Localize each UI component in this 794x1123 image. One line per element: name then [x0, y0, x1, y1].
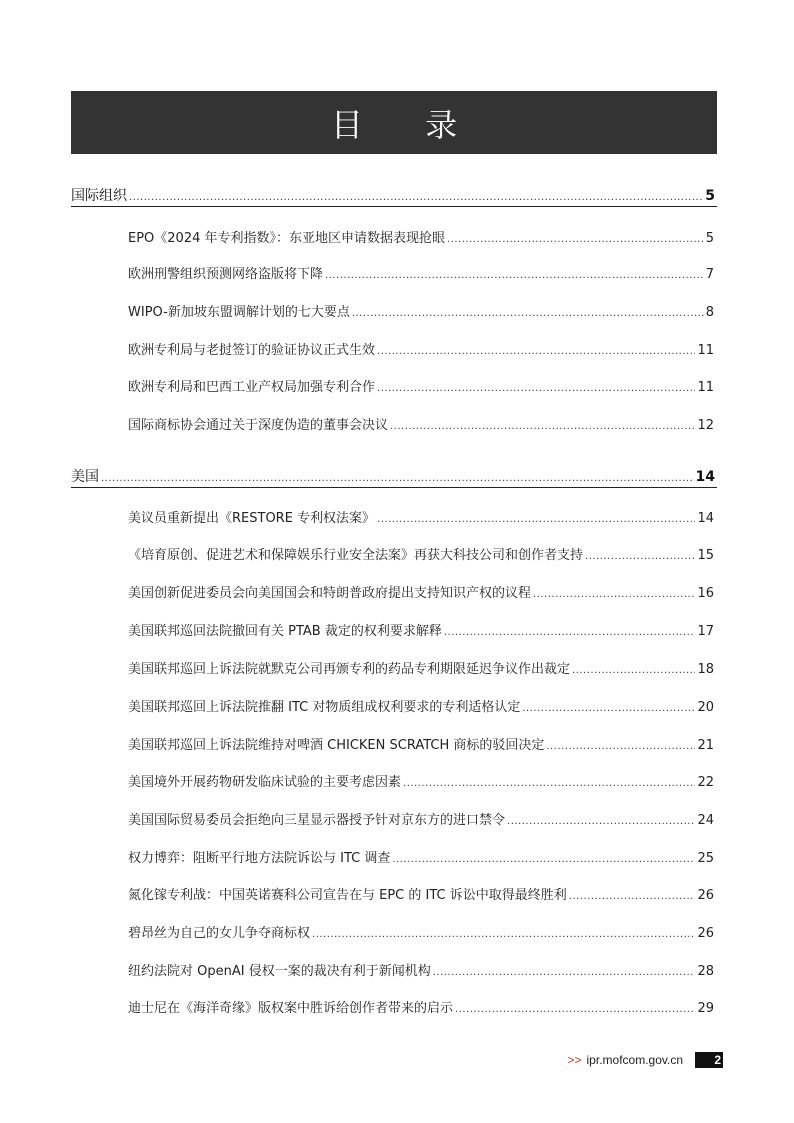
toc-entry-label: 纽约法院对 OpenAI 侵权一案的裁决有利于新闻机构 — [128, 964, 431, 979]
page-number: 2 — [695, 1052, 723, 1068]
dot-leader — [447, 234, 704, 245]
toc-entry[interactable] — [128, 339, 714, 358]
toc-entry-page: 16 — [697, 586, 714, 601]
footer-website-link[interactable]: ipr.mofcom.gov.cn — [586, 1053, 683, 1067]
page-footer — [568, 1051, 724, 1069]
toc-entry-page: 11 — [697, 343, 714, 358]
toc-entry-page: 25 — [697, 851, 714, 866]
toc-entry-label: 美国创新促进委员会向美国国会和特朗普政府提出支持知识产权的议程 — [128, 586, 532, 601]
dot-leader — [352, 308, 704, 319]
toc-entry-page: 26 — [697, 926, 714, 941]
toc-entry-page: 22 — [697, 775, 714, 790]
toc-section-label: 国际组织 — [71, 188, 127, 204]
toc-entry[interactable] — [128, 507, 714, 526]
dot-leader — [455, 1004, 695, 1015]
toc-entry[interactable] — [128, 414, 714, 433]
toc-entry[interactable] — [128, 734, 714, 753]
toc-entry[interactable] — [128, 227, 714, 246]
toc-section-label: 美国 — [71, 469, 99, 485]
toc-entry-label: 欧洲专利局与老挝签订的验证协议正式生效 — [128, 343, 376, 358]
dot-leader — [444, 627, 696, 638]
dot-leader — [572, 665, 695, 676]
toc-entry-page: 18 — [697, 662, 714, 677]
toc-entry-page: 21 — [697, 738, 714, 753]
toc-entry[interactable] — [128, 922, 714, 941]
dot-leader — [392, 854, 695, 865]
dot-leader — [101, 473, 694, 484]
dot-leader — [403, 778, 695, 789]
toc-entry-page: 28 — [697, 964, 714, 979]
dot-leader — [569, 891, 696, 902]
toc-entry[interactable] — [128, 771, 714, 790]
dot-leader — [533, 589, 695, 600]
dot-leader — [585, 551, 695, 562]
toc-entry[interactable] — [128, 809, 714, 828]
toc-entry[interactable] — [128, 960, 714, 979]
dot-leader — [377, 383, 695, 394]
toc-entry-label: 欧洲专利局和巴西工业产权局加强专利合作 — [128, 380, 376, 395]
toc-entry-label: 国际商标协会通过关于深度伪造的董事会决议 — [128, 418, 389, 433]
toc-entry-label: 美议员重新提出《RESTORE 专利权法案》 — [128, 511, 376, 526]
toc-entry-page: 14 — [697, 511, 714, 526]
toc-entry[interactable] — [128, 884, 714, 903]
toc-entry-page: 26 — [697, 888, 714, 903]
dot-leader — [522, 703, 695, 714]
toc-entry[interactable] — [128, 696, 714, 715]
toc-entry-page: 5 — [705, 231, 714, 246]
toc-entry-page: 20 — [697, 700, 714, 715]
toc-section-usa[interactable] — [71, 466, 715, 486]
toc-entry-label: 欧洲刑警组织预测网络盗版将下降 — [128, 267, 324, 282]
toc-entry-label: 美国联邦巡回上诉法院维持对啤酒 CHICKEN SCRATCH 商标的驳回决定 — [128, 738, 545, 753]
toc-entry[interactable] — [128, 376, 714, 395]
toc-entry-label: 美国国际贸易委员会拒绝向三星显示器授予针对京东方的进口禁令 — [128, 813, 506, 828]
dot-leader — [312, 929, 695, 940]
toc-entry-label: 碧昂丝为自己的女儿争夺商标权 — [128, 926, 311, 941]
toc-title-bar — [71, 91, 717, 154]
toc-entry-label: 美国联邦巡回上诉法院就默克公司再颁专利的药品专利期限延迟争议作出裁定 — [128, 662, 571, 677]
dot-leader — [507, 816, 695, 827]
toc-entry-page: 15 — [697, 548, 714, 563]
toc-entry-page: 29 — [697, 1001, 714, 1016]
toc-entry-page: 24 — [697, 813, 714, 828]
toc-entry[interactable] — [128, 997, 714, 1016]
dot-leader — [390, 421, 695, 432]
toc-entry-page: 7 — [705, 267, 714, 282]
toc-entry-page: 12 — [697, 418, 714, 433]
dot-leader — [325, 270, 704, 281]
section-divider — [71, 487, 717, 488]
toc-entry-page: 11 — [697, 380, 714, 395]
toc-title: 目 录 — [330, 105, 484, 144]
dot-leader — [377, 514, 695, 525]
toc-section-international[interactable] — [71, 185, 715, 205]
dot-leader — [129, 192, 703, 203]
toc-entry-page: 17 — [697, 624, 714, 639]
toc-entry-label: 美国联邦巡回法院撤回有关 PTAB 裁定的权利要求解释 — [128, 624, 442, 639]
dot-leader — [377, 346, 695, 357]
toc-entry[interactable] — [128, 582, 714, 601]
toc-entry-page: 8 — [705, 305, 714, 320]
toc-entry-label: WIPO-新加坡东盟调解计划的七大要点 — [128, 305, 350, 320]
toc-entry-label: 迪士尼在《海洋奇缘》版权案中胜诉给创作者带来的启示 — [128, 1001, 454, 1016]
toc-entry-label: EPO《2024 年专利指数》：东亚地区申请数据表现抢眼 — [128, 231, 446, 246]
toc-entry[interactable] — [128, 847, 714, 866]
dot-leader — [546, 741, 695, 752]
toc-entry-label: 美国联邦巡回上诉法院推翻 ITC 对物质组成权利要求的专利适格认定 — [128, 700, 521, 715]
toc-section-page: 5 — [705, 188, 715, 204]
toc-entry[interactable] — [128, 658, 714, 677]
toc-entry-label: 权力博弈：阻断平行地方法院诉讼与 ITC 调查 — [128, 851, 391, 866]
toc-entry[interactable] — [128, 301, 714, 320]
toc-entry-label: 美国境外开展药物研发临床试验的主要考虑因素 — [128, 775, 402, 790]
toc-entry[interactable] — [128, 263, 714, 282]
toc-entry[interactable] — [128, 620, 714, 639]
section-divider — [71, 206, 717, 207]
toc-entry[interactable] — [128, 544, 714, 563]
double-chevron-right-icon: >> — [567, 1053, 582, 1067]
dot-leader — [433, 967, 696, 978]
toc-entry-label: 氮化镓专利战：中国英诺赛科公司宣告在与 EPC 的 ITC 诉讼中取得最终胜利 — [128, 888, 567, 903]
toc-section-page: 14 — [695, 469, 715, 485]
toc-entry-label: 《培育原创、促进艺术和保障娱乐行业安全法案》再获大科技公司和创作者支持 — [128, 548, 584, 563]
